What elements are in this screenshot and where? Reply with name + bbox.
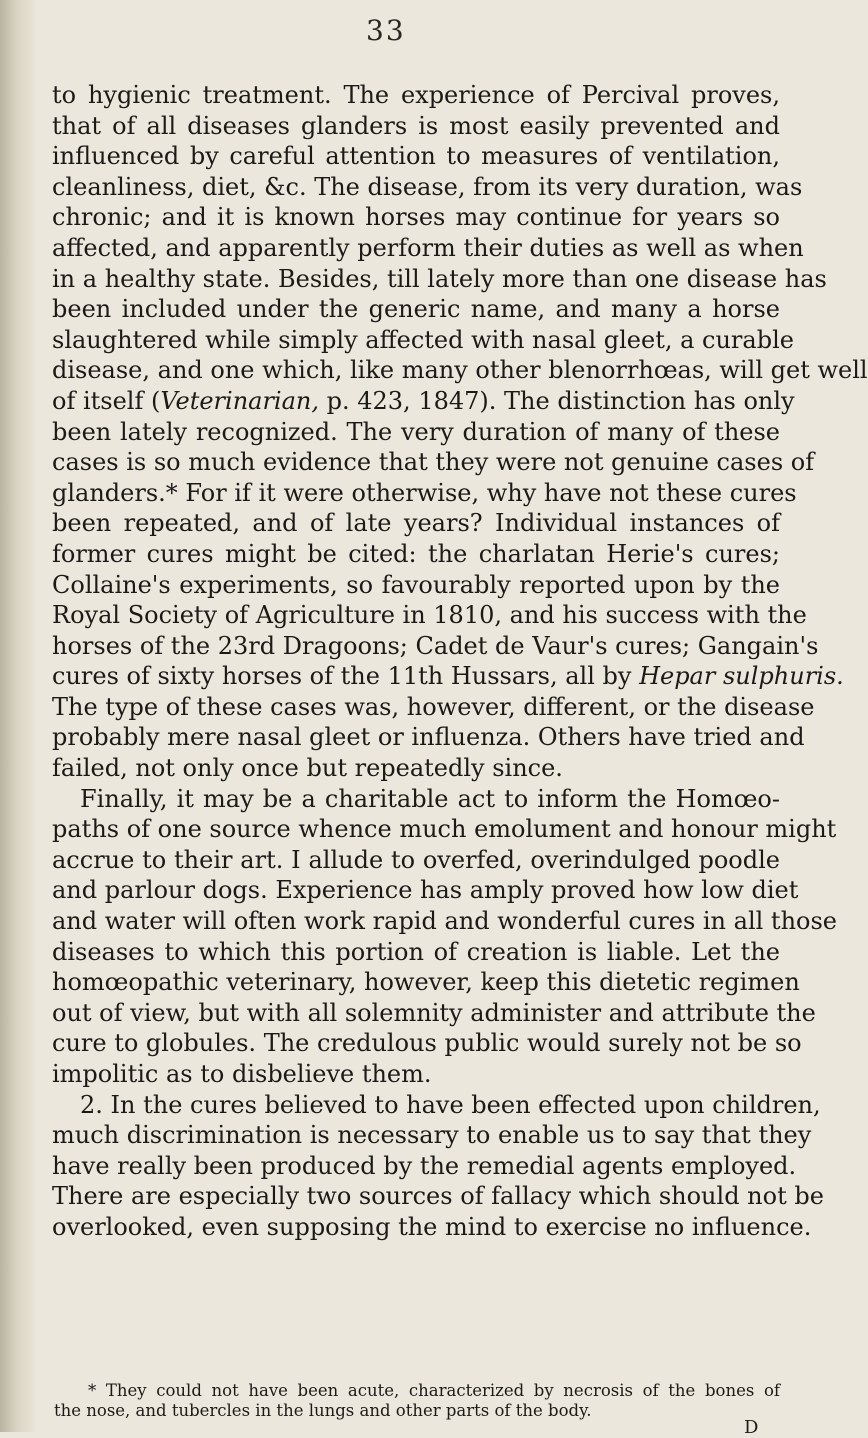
text-line: disease, and one which, like many other blenorrhœas, will get well [52,356,868,385]
text-line: to hygienic treatment. The experience of Percival proves, [52,81,780,109]
text-line: much discrimination is necessary to enable us to say that they [52,1121,812,1150]
text-line [52,386,795,417]
footnote [54,1381,780,1421]
text-line: been repeated, and of late years? Individual instances of [52,509,780,538]
text-line: influenced by careful attention to measures of ventilation, [52,142,780,171]
text-line: glanders.* For if it were otherwise, why have not these cures [52,478,797,507]
binding-shadow [0,0,38,1432]
page-number: 33 [366,14,406,47]
text-line: that of all diseases glanders is most easily prevented and [52,111,780,140]
text-line: out of view, but with all solemnity administer and attribute the [52,998,816,1027]
text-line: failed, not only once but repeatedly since. [52,754,563,783]
italic-title: Hepar sulphuris. [639,662,844,691]
text-line: and water will often work rapid and wonderful cures in all those [52,907,838,936]
text-line [52,661,844,692]
text-line: have really been produced by the remedial agents employed. [52,1151,797,1180]
italic-title: Veterinarian, [160,386,319,415]
text-line: The type of these cases was, however, different, or the disease [52,692,815,721]
text-line: former cures might be cited: the charlatan Herie's cures; [52,539,780,568]
text-line: Royal Society of Agriculture in 1810, and his success with the [52,601,807,630]
text-line: been included under the generic name, and many a horse [52,295,780,324]
text-line: and parlour dogs. Experience has amply proved how low diet [52,876,799,905]
text-line: cleanliness, diet, &c. The disease, from its very duration, was [52,172,803,201]
text-run: p. 423, 1847). The distinction has only [319,386,795,415]
text-line: homœopathic veterinary, however, keep this dietetic regimen [52,968,800,997]
text-line: Collaine's experiments, so favourably reported upon by the [52,570,780,599]
text-run: of itself ( [52,386,161,415]
text-line: diseases to which this portion of creation is liable. Let the [52,937,780,966]
text-line: cases is so much evidence that they were not genuine cases of [52,448,815,477]
text-line: in a healthy state. Besides, till lately more than one disease has [52,264,827,293]
text-run: cures of sixty horses of the 11th Hussars, all by [52,662,640,691]
text-line: overlooked, even supposing the mind to exercise no influence. [52,1212,812,1241]
footnote-line: the nose, and tubercles in the lungs and other parts of the body. [54,1401,592,1420]
text-line: There are especially two sources of fallacy which should not be [52,1182,824,1211]
text-line: Finally, it may be a charitable act to inform the Homœo- [80,784,780,813]
text-line: affected, and apparently perform their duties as well as when [52,233,804,262]
signature-mark: D [744,1417,759,1438]
footnote-line: * They could not have been acute, characterized by necrosis of the bones of [88,1381,780,1400]
text-line: chronic; and it is known horses may continue for years so [52,203,780,232]
text-line: accrue to their art. I allude to overfed, overindulged poodle [52,845,780,874]
text-line: paths of one source whence much emolument and honour might [52,815,837,844]
text-line: probably mere nasal gleet or influenza. Others have tried and [52,723,805,752]
text-line: cure to globules. The credulous public would surely not be so [52,1029,802,1058]
text-line: been lately recognized. The very duration of many of these [52,417,780,446]
text-line: horses of the 23rd Dragoons; Cadet de Vaur's cures; Gangain's [52,631,819,660]
text-line: impolitic as to disbelieve them. [52,1060,432,1088]
body-text [52,80,868,1243]
text-line: slaughtered while simply affected with nasal gleet, a curable [52,325,794,354]
text-line: 2. In the cures believed to have been effected upon children, [80,1090,821,1119]
